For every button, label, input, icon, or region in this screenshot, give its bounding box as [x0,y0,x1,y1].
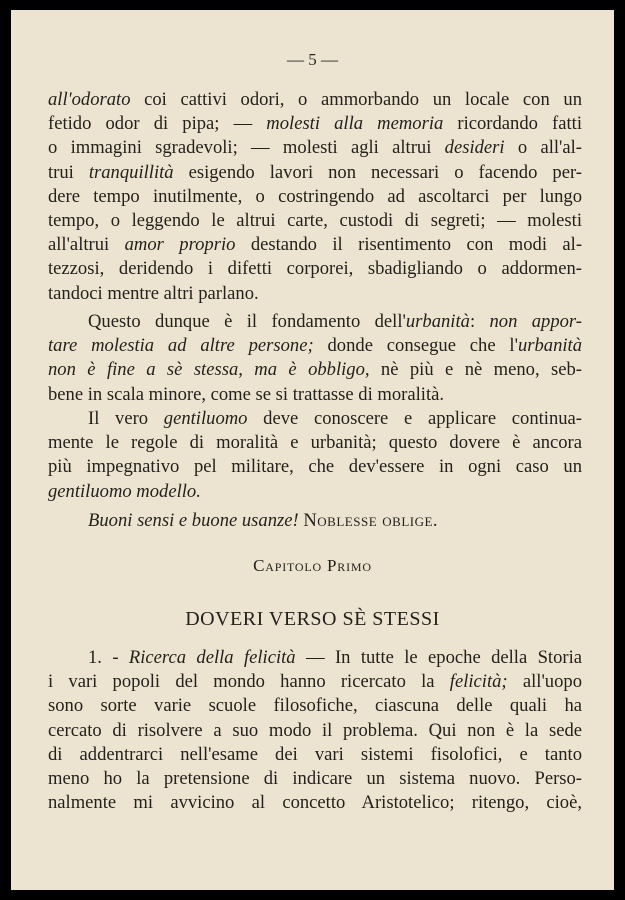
text-line [48,694,582,718]
text-segment: più impegnativo pel militare, che dev'essere in ogni caso un [48,456,582,478]
text-segment: esigendo lavori non necessari o facendo per- [173,161,582,183]
italic-text: Buoni sensi e buone usanze! [88,510,299,531]
text-segment: o all'al- [504,137,582,159]
chapter-heading: Capitolo Primo [253,556,372,575]
text-line [48,209,582,233]
text-segment: all'altrui [48,234,125,256]
text-line [48,767,582,791]
italic-text: gentiluomo modello. [48,480,201,502]
text-segment: coi cattivi odori, o ammorbando un locale con un [130,89,582,110]
italic-text: urbanità [405,311,470,332]
paragraph-5 [48,646,582,815]
text-segment: di addentrarci nell'esame dei vari sistemi fisolofici, e tanto [48,743,582,765]
italic-text: tare molestia ad altre persone; [48,335,314,357]
text-segment: nalmente mi avvicino al concetto Aristotelico; ritengo, cioè, [48,792,582,814]
text-segment: fetido odor di pipa; — [48,113,267,135]
text-line [48,233,582,257]
text-segment: bene in scala minore, come se si trattasse di moralità. [48,383,445,405]
italic-text: molesti alla memoria [266,113,444,135]
text-line [48,310,582,334]
paragraph-3 [48,407,582,504]
text-line [48,88,582,112]
italic-text: urbanità [517,335,582,357]
text-segment: trui [48,161,89,183]
italic-text: desideri [444,137,505,159]
text-line [48,480,582,504]
italic-text: all'odorato [48,89,131,110]
text-line [48,282,582,306]
text-line [48,743,582,767]
text-segment: tandoci mentre altri parlano. [48,282,259,304]
text-line [48,112,582,136]
text-line [48,646,582,670]
text-segment: destando il risentimento con modi al- [235,234,583,256]
text-segment: cercato di risolvere a suo modo il problema. Qui non è la sede [48,719,582,741]
text-line [48,185,582,209]
text-segment: tezzosi, deridendo i difetti corporei, sbadigliando o addormen- [48,258,582,280]
text-segment: meno ho la pretensione di indicare un sistema nuovo. Perso- [48,767,582,789]
text-segment: deve conoscere e applicare continua- [247,408,582,429]
text-line [48,358,582,382]
text-segment: dere tempo inutilmente, o costringendo ad ascoltarci per lungo [48,185,582,207]
text-segment: 1. - [88,647,129,668]
text-segment: Il vero [88,408,164,429]
text-segment: : [469,311,490,332]
paragraph-2 [48,310,582,407]
text-line [48,719,582,743]
text-line [48,383,582,407]
text-segment: Questo dunque è il fondamento dell' [88,311,406,332]
text-line [48,257,582,281]
paragraph-1 [48,88,582,306]
text-line [48,509,582,533]
text-line [48,161,582,185]
text-line [48,334,582,358]
italic-text: non appor- [489,311,582,332]
section-title: DOVERI VERSO SÈ STESSI [185,608,440,630]
text-segment: all'uopo [507,671,582,693]
text-line [48,431,582,455]
italic-text: felicità; [449,671,508,693]
text-segment: i vari popoli del mondo hanno ricercato la [48,671,450,693]
book-page [11,10,614,890]
text-line [48,407,582,431]
text-line [48,136,582,160]
text-segment: o immagini sgradevoli; — molesti agli altrui [48,137,445,159]
page-number: — 5 — [287,50,338,69]
italic-text: Ricerca della felicità [128,647,296,668]
italic-text: gentiluomo [163,408,248,429]
text-segment: — In tutte le epoche della Storia [295,647,583,668]
text-segment: ricordando fatti [443,113,583,135]
small-caps-text: Noblesse oblige. [303,510,439,531]
text-segment: tempo, o leggendo le altrui carte, custodi di segreti; — molesti [48,209,582,231]
text-segment: mente le regole di moralità e urbanità; questo dovere è ancora [48,432,582,454]
text-line [48,455,582,479]
italic-text: non è fine a sè stessa, ma è obbligo, [48,359,370,381]
text-line [48,791,582,815]
italic-text: amor proprio [124,234,236,256]
text-segment: nè più e nè meno, seb- [369,359,582,381]
text-line [48,670,582,694]
paragraph-4 [48,509,582,533]
text-segment: sono sorte varie scuole filosofiche, ciascuna delle quali ha [48,695,582,717]
text-segment: donde consegue che l' [313,335,518,357]
italic-text: tranquillità [88,161,174,183]
